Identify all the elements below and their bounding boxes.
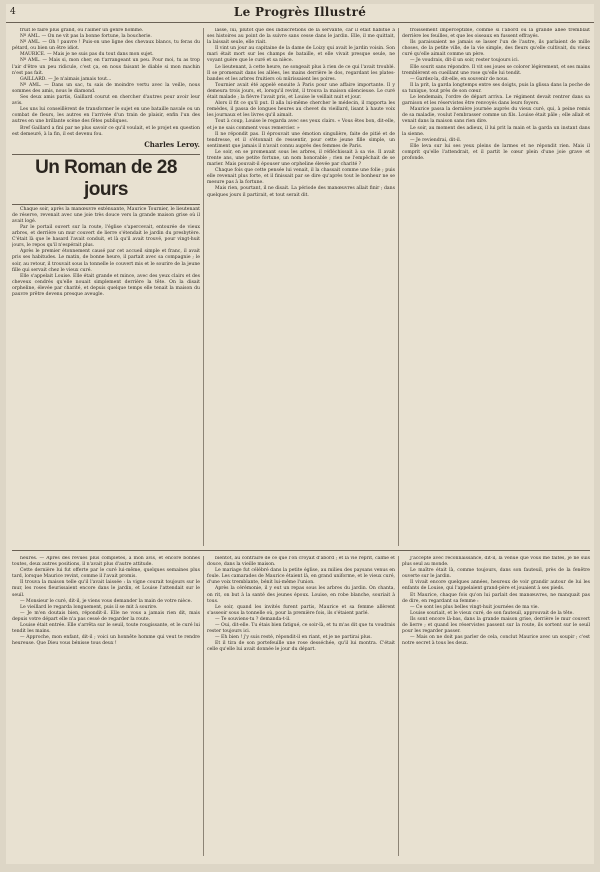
paragraph: — Je reviendrai, dit-il. <box>410 137 462 143</box>
page-number: 4 <box>10 7 16 17</box>
paragraph: Il trouva la maison telle qu'il l'avait laissée : la vigne courait toujours sur le mur, les roses fleurissaient encore dans le jardin, et Louise l'attendait sur le seuil. <box>12 580 200 598</box>
paragraph: Le maître était là, comme toujours, dans son fauteuil, près de la fenêtre ouverte sur le jardin. <box>402 568 590 580</box>
section-divider <box>12 204 200 205</box>
paragraph: Et Maurice, chaque fois qu'on lui parlait des manœuvres, ne manquait pas de dire, en regardant sa femme : <box>402 592 590 604</box>
paragraph: bientôt, au contraire de ce que l'on croyait d'abord ; et la vie reprit, calme et douce, dans la vieille maison. <box>207 556 395 568</box>
paragraph: — Eh bien ! j'y suis resté, répondit-il en riant, et je ne partirai plus. <box>215 635 372 641</box>
column-rule <box>203 556 204 856</box>
paragraph: MAURICE. — Mais je ne suis pas du tout dans mon sujet. <box>20 52 154 58</box>
paragraph: Par le portail ouvert sur la route, l'église s'apercevait, entourée de vieux arbres, et derrière un mur couvert de lierre s'étendait le jardin du presbytère. C'était là que le hasard l'avait conduit, et là qu'il avait trouvé, pour vingt-huit jours, le repos qu'il n'espérait plus. <box>12 224 200 249</box>
paragraph: — Je m'en doutais bien, répondit-il. Elle ne vous a jamais rien dit, mais depuis votre départ elle n'a pas cessé de regarder la route. <box>12 610 200 622</box>
column-rule <box>398 28 399 546</box>
paragraph: Il vint un jour au capitaine de la dame de Loizy qui avait le jardin voisin. Son mari était mort sur les champs de bataille, et elle vivait presque seule, ne voyant guère que le curé et sa nièce. <box>207 46 395 64</box>
paragraph: Mais rien, pourtant, il ne disait. La période des manœuvres allait finir ; dans quelques jours il partirait, et tout serait dit. <box>207 186 395 198</box>
paragraph: Elle sourit sans répondre. Il vit ses joues se colorer légèrement, et ses mains tremblèrent en cueillant une rose qu'elle lui tendit. <box>402 64 590 76</box>
newspaper-page <box>6 4 594 864</box>
paragraph: — Monsieur le curé, dit-il, je viens vous demander la main de votre nièce. <box>20 598 192 604</box>
masthead-title: Le Progrès Illustré <box>233 5 367 19</box>
paragraph: Tournier avait été appelé ensuite à Paris pour une affaire importante. Il y demeura trois jours, et, lorsqu'il revint, il trouva la maison silencieuse. Le curé était malade ; la fièvre l'avait pris, et Louise le veillait nuit et jour. <box>207 82 395 101</box>
paragraph: Le lieutenant, à cette heure, ne songeait plus à rien de ce qui l'avait troublé. Il se promenait dans les allées, les mains derrière le dos, regardant les plates-bandes et les arbres fruitiers où mûrissaient les poires. <box>207 64 395 82</box>
paragraph: Ils sont encore là-bas, dans la grande maison grise, derrière le mur couvert de lierre ; et quand les réservistes passent sur la route, ils sortent sur le seuil pour les regarder passer. <box>402 616 590 635</box>
paragraph: Nº AML. — Oh ! pauvre ! Puis-on une ligne des chevaux blancs, tu feras du pétard, ou bien un être idiot. <box>12 40 200 52</box>
paragraph: Le soir, en se promenant sous les arbres, il réfléchissait à sa vie. Il avait trente ans, une petite fortune, un nom honorable ; rien ne l'empêchait de se marier. Mais pouvait-il épouser une orpheline élevée par charité ? <box>207 149 395 168</box>
paragraph: — Oui, dit-elle. Tu étais bien fatigué, ce soir-là, et tu m'as dit que tu voudrais rester toujours ici. <box>207 623 395 635</box>
paragraph: — Ce sont les plus belles vingt-huit journées de ma vie. <box>410 604 539 610</box>
paragraph: — Te souviens-tu ? demanda-t-il. <box>215 616 291 622</box>
paragraph: Nº AML. — Mais si, mon cher, en t'arrangeant un peu. Pour moi, tu as trop l'air d'être un peu ridicule, c'est ça, en nous faisant le diable si mon machin n'est pas fait. <box>12 58 200 76</box>
paragraph: Cette dernière lui fut offerte par le curé lui-même, quelques semaines plus tard, lorsque Maurice revint, comme il l'avait promis. <box>12 568 200 580</box>
paragraph: froissement imperceptible, comme si l'abord ou la grande allée tremblait derrière les feuilles, et que les oiseaux en fussent effrayés. <box>402 28 590 40</box>
paragraph: Nº AML. — On ne vit pas la bonne fortune, la boucherie. <box>20 34 152 40</box>
column-6 <box>402 556 590 856</box>
paragraph: — Gardez-la, dit-elle, en souvenir de nous. <box>410 76 509 82</box>
column-2 <box>207 28 395 546</box>
paragraph: — Approche, mon enfant, dit-il ; voici un honnête homme qui veut te rendre heureuse. Que Dieu vous bénisse tous deux ! <box>12 635 200 647</box>
paragraph: Ils paraissaient ne jamais se lasser l'un de l'autre, ils parlaient de mille choses, de la petite ville, de la vie simple, des fleurs qu'elle cultivait, du vieux curé qu'elle aimait comme un père. <box>402 40 590 58</box>
paragraph: Il la prit, la garda longtemps entre ses doigts, puis la glissa dans la poche de sa tunique, tout près de son cœur. <box>402 82 590 94</box>
paragraph: fruit le faire plus grand, ou l'aimer un genre homme. <box>20 28 144 33</box>
section-divider <box>12 154 200 155</box>
column-3 <box>402 28 590 546</box>
paragraph: Le lendemain, l'ordre de départ arriva. Le régiment devait rentrer dans sa garnison et les réservistes être renvoyés dans leurs foyers. <box>402 95 590 107</box>
paragraph: Le soir, au moment des adieux, il lui prit la main et la garda un instant dans la sienne. <box>402 125 590 137</box>
column-5 <box>207 556 395 856</box>
paragraph: — Je voudrais, dit-il un soir, rester toujours ici. <box>410 58 519 64</box>
paragraph: Et il tira de son portefeuille une rose desséchée, qu'il lui montra. C'était celle qu'elle lui avait donnée le jour du départ. <box>207 641 395 653</box>
paragraph: heures. — Après des revues plus complètes, à mon avis, et encore bonnes toutes, deux autres positions, il n'avait plus d'autre attitude. <box>12 556 200 568</box>
paragraph: Bref Gaillard a fini par ne plus savoir ce qu'il voulait, et le projet en question est demeuré, à la fin, il est devenu fou. <box>12 125 200 137</box>
paragraph: Tout à coup, Louise le regarda avec ses yeux clairs. « Vous êtes bon, dit-elle, et je ne sais comment vous remercier. » <box>207 119 395 131</box>
paragraph: Alors il fit ce qu'il put. Il alla lui-même chercher le médecin, il rapporta les remèdes, il passa de longues heures au chevet du vieillard, lisant à haute voix les journaux et les livres qu'il aimait. <box>207 101 395 119</box>
paragraph: Le soir, quand les invités furent partis, Maurice et sa femme allèrent s'asseoir sous la tonnelle où, pour la première fois, ils s'étaient parlé. <box>207 604 395 616</box>
column-rule <box>203 28 204 546</box>
paragraph: Après la cérémonie, il y eut un repas sous les arbres du jardin. On chanta, on rit, on but à la santé des jeunes époux. Louise, en robe blanche, souriait à tous. <box>207 586 395 604</box>
page-header <box>6 4 594 23</box>
paragraph: Nº AML. — Dans un sac, tu sais de moindre vertu avec la veille, nous sommes des amis, nous le diamond. <box>12 82 200 94</box>
paragraph: Louise souriait, et le vieux curé, de son fauteuil, approuvait de la tête. <box>410 610 574 616</box>
paragraph: Les uns lui conseillèrent de transformer le sujet en une bataille navale ou un combat de fleurs, les autres en l'arrivée d'un train de plaisir, enfin l'un des autres en une brillante scène des fêtes publiques. <box>12 107 200 125</box>
paragraph: Elle s'appelait Louise. Elle était grande et mince, avec des yeux clairs et des cheveux cendrés qu'elle nouait simplement derrière la tête. On la disait orpheline, élevée par charité, et depuis quelque temps elle tenait la maison du pauvre prêtre devenu presque aveugle. <box>12 273 200 297</box>
column-1 <box>12 28 200 546</box>
column-rule <box>398 556 399 856</box>
paragraph: J'accepte avec reconnaissance, dit-il, la venue que vous me faites, je ne suis plus seul au monde. <box>402 556 590 568</box>
paragraph: Il ne répondit pas. Il éprouvait une émotion singulière, faite de pitié et de tendresse, et il s'étonnait de ressentir, pour cette jeune fille simple, un sentiment que jamais il n'avait connu auprès des femmes de Paris. <box>207 131 395 149</box>
paragraph: Chaque fois que cette pensée lui venait, il la chassait comme une folie ; puis elle revenait plus forte, et il finissait par se dire qu'après tout le bonheur ne se mesure pas à la fortune. <box>207 168 395 186</box>
paragraph: GAILLARD. — Je n'aimais jamais tout... <box>20 76 112 82</box>
column-4 <box>12 556 200 856</box>
paragraph: Elle leva sur lui ses yeux pleins de larmes et ne répondit rien. Mais il comprit qu'elle l'attendrait, et il partit le cœur plein d'une joie grave et profonde. <box>402 143 590 161</box>
paragraph: Après le premier étonnement causé par cet accueil simple et franc, il avait pris ses habitudes. Le matin, de bonne heure, il partait avec sa compagnie ; le soir, au retour, il trouvait sous la tonnelle le couvert mis et le sourire de la jeune fille qui servait chez le vieux curé. <box>12 249 200 273</box>
paragraph: Le vieillard le regarda longuement, puis il se mit à sourire. <box>20 604 158 610</box>
paragraph: Ses deux amis partis, Gaillard courut en chercher d'autres pour avoir leur avis. <box>12 95 200 107</box>
paragraph: Le mariage fut célébré dans la petite église, au milieu des paysans venus en foule. Les camarades de Maurice étaient là, en grand uniforme, et le vieux curé, d'une voix tremblante, bénit lui-même l'union. <box>207 568 395 586</box>
paragraph: Il vivait encore quelques années, heureux de voir grandir autour de lui les enfants de Louise, qui l'appelaient grand-père et jouaient à ses pieds. <box>402 580 590 592</box>
paragraph: Chaque soir, après la manœuvre exténuante, Maurice Tournier, le lieutenant de réserve, revenait avec une joie très douce vers la grande maison grise où il avait logé. <box>12 206 200 224</box>
paragraph: lasse, lui, plutôt que des indiscrétions de la servante, car il était habitué à ses histoires au point de la suivre sans cesse dans le jardin. Elle, il me quittait, la laissait seule, elle riait. <box>207 28 395 46</box>
paragraph: Maurice passa la dernière journée auprès du vieux curé, qui, à peine remis de sa maladie, voulut l'embrasser comme un fils. Louise était pâle ; elle allait et venait dans la maison sans rien dire. <box>402 107 590 125</box>
story-title: Un Roman de 28 jours <box>35 156 177 200</box>
paragraph: — Mais on ne doit pas parler de cela, conclut Maurice avec un soupir ; c'est notre secret à tous les deux. <box>402 635 590 647</box>
horizontal-rule <box>12 550 590 551</box>
paragraph: Louise était entrée. Elle s'arrêta sur le seuil, toute rougissante, et le curé lui tendit les mains. <box>12 623 200 635</box>
author-signature: Charles Leroy. <box>144 139 200 149</box>
